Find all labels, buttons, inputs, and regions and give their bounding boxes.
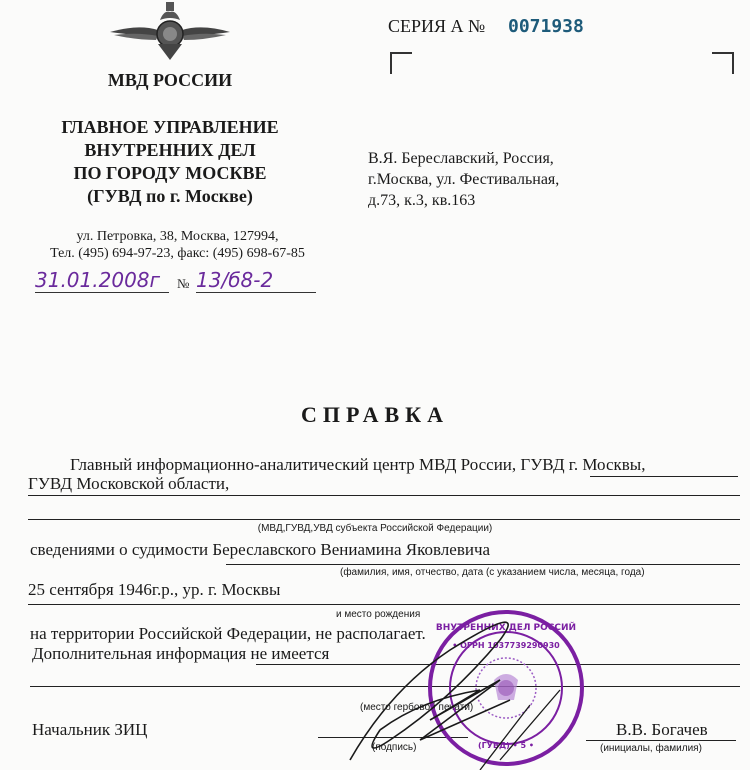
address-corner-mark xyxy=(390,52,412,74)
addressee-line: г.Москва, ул. Фестивальная, xyxy=(368,171,560,188)
issuer-line-2: ГУВД Московской области, xyxy=(28,474,230,493)
caption-org: (МВД,ГУВД,УВД субъекта Российской Федерации) xyxy=(257,523,493,534)
caption-signature: (подпись) xyxy=(372,742,417,753)
form-line xyxy=(590,476,738,477)
result-line: на территории Российской Федерации, не располагает. xyxy=(30,624,426,643)
issuer-line: Главный информационно-аналитический центр МВД России, ГУВД г. Москвы, xyxy=(70,455,646,474)
outgoing-date-field xyxy=(35,268,169,293)
address-line: Тел. (495) 694-97-23, факс: (495) 698-67-85 xyxy=(50,246,305,261)
addressee-line: д.73, к.3, кв.163 xyxy=(368,192,476,209)
additional-info-line: Дополнительная информация не имеется xyxy=(32,644,330,663)
series-number: 0071938 xyxy=(508,16,584,37)
org-full-name xyxy=(20,116,320,208)
address-corner-mark xyxy=(712,52,734,74)
org-address xyxy=(10,228,345,262)
mvd-emblem-icon xyxy=(108,2,232,60)
caption-stamp-place: (место гербовой печати) xyxy=(360,702,474,713)
org-line: ГЛАВНОЕ УПРАВЛЕНИЕ xyxy=(61,117,279,137)
caption-person: (фамилия, имя, отчество, дата (с указанием числа, месяца, года) xyxy=(340,567,645,578)
signer-title: Начальник ЗИЦ xyxy=(32,720,148,739)
svg-text:ВНУТРЕННИХ ДЕЛ РОССИЙ: ВНУТРЕННИХ ДЕЛ РОССИЙ xyxy=(435,623,577,633)
handwritten-date: 31.01.2008г xyxy=(35,268,169,293)
record-subject-line: сведениями о судимости Береславского Вениамина Яковлевича xyxy=(30,540,491,559)
handwritten-signature xyxy=(330,610,620,770)
document-title: СПРАВКА xyxy=(300,402,450,427)
outgoing-number-field xyxy=(196,268,316,293)
form-line xyxy=(28,604,740,605)
birth-line: 25 сентября 1946г.р., ур. г. Москвы xyxy=(28,580,281,599)
caption-birth: и место рождения xyxy=(336,609,421,620)
form-line xyxy=(226,564,740,565)
org-line: ПО ГОРОДУ МОСКВЕ xyxy=(73,163,267,183)
handwritten-number: 13/б8-2 xyxy=(196,268,316,293)
addressee-line: В.Я. Береславский, Россия, xyxy=(368,150,554,167)
number-label: № xyxy=(177,276,190,291)
svg-text:• ОГРН 1037739290930: • ОГРН 1037739290930 xyxy=(452,641,560,650)
caption-name: (инициалы, фамилия) xyxy=(600,743,702,754)
series-label: СЕРИЯ А № xyxy=(388,16,486,36)
addressee-block xyxy=(368,148,559,211)
form-line xyxy=(28,495,740,496)
form-line xyxy=(28,519,740,520)
org-line: (ГУВД по г. Москве) xyxy=(87,186,253,206)
svg-text:(ГУВД) • 5 •: (ГУВД) • 5 • xyxy=(478,741,534,750)
org-short-name: МВД РОССИИ xyxy=(107,70,233,90)
org-line: ВНУТРЕННИХ ДЕЛ xyxy=(84,140,256,160)
signer-name: В.В. Богачев xyxy=(616,720,708,739)
address-line: ул. Петровка, 38, Москва, 127994, xyxy=(76,229,279,244)
